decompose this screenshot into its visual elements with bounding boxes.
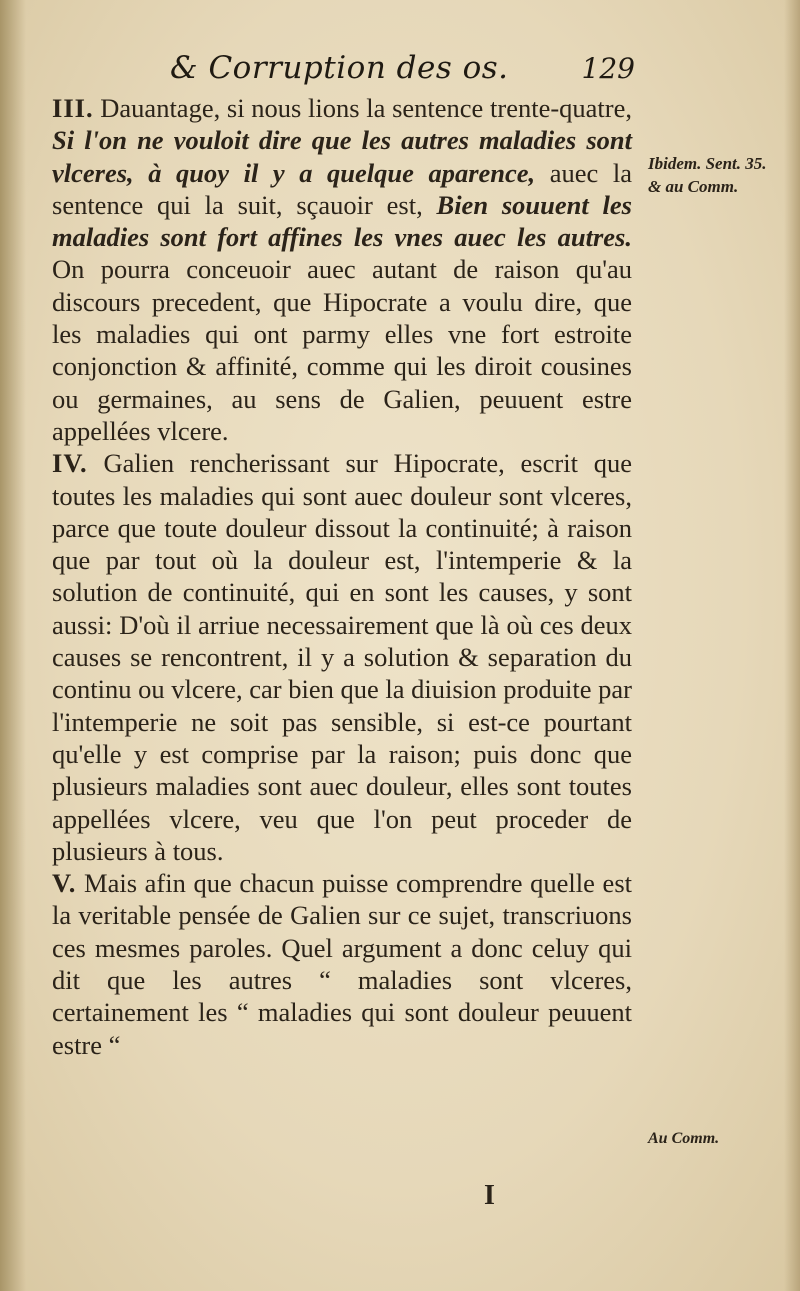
catchword: I — [484, 1180, 495, 1211]
text-segment: Dauantage, si nous lions la sentence trente-quatre, — [93, 93, 632, 123]
text-segment: Galien rencherissant sur Hipocrate, escrit que toutes les maladies qui sont auec douleur sont vlceres, parce que toute douleur dissout la continuité; à raison que par tout où la douleur est, l'intemperie & la solution de continuité, qui en sont les causes, y sont aussi: D'où il arriue necessairement que là où ces deux causes se rencontrent, il y a solution & separation du continu ou vlcere, car bien que la diuision produite par l'intemperie ne soit pas sensible, si est-ce pourtant qu'elle y est comprise par la raison; puis donc que plusieurs maladies sont auec douleur, elles sont toutes appellées vlcere, veu que l'on peut proceder de plusieurs à tous. — [52, 448, 632, 866]
body-text — [52, 92, 632, 1061]
text-segment: On pourra conceuoir auec autant de raison qu'au discours precedent, que Hipocrate a voulu dire, que les maladies qui ont parmy elles vne fort estroite conjonction & affinité, comme qui les diroit cousines ou germaines, au sens de Galien, peuuent estre appellées vlcere. — [52, 254, 632, 446]
margin-note-ibidem: Ibidem. Sent. 35. & au Comm. — [648, 154, 767, 196]
paragraph-3 — [52, 92, 632, 447]
running-title: & Corruption des os. — [170, 50, 509, 86]
quoted-sentence: Si l'on ne vouloit dire que les autres maladies sont vlceres, à quoy il y a quelque aparence, — [52, 125, 632, 188]
paragraph-5 — [52, 867, 632, 1061]
paragraph-number: III. — [52, 93, 94, 123]
paragraph-4 — [52, 447, 632, 867]
page-number: 129 — [581, 52, 635, 85]
text-segment: auec la sentence qui la suit, sçauoir est, — [52, 157, 632, 220]
margin-note-comm: Au Comm. — [648, 1130, 720, 1147]
paragraph-number: IV. — [52, 448, 88, 479]
paragraph-number: V. — [52, 868, 77, 899]
text-segment: Mais afin que chacun puisse comprendre quelle est la veritable pensée de Galien sur ce sujet, transcriuons ces mesmes paroles. Quel argument a donc celuy qui dit que les autres “ maladies sont vlceres, certainement les “ maladies qui sont douleur peuuent estre “ — [52, 868, 632, 1060]
quoted-sentence: Bien souuent les maladies sont fort affines les vnes auec les autres. — [52, 189, 632, 253]
